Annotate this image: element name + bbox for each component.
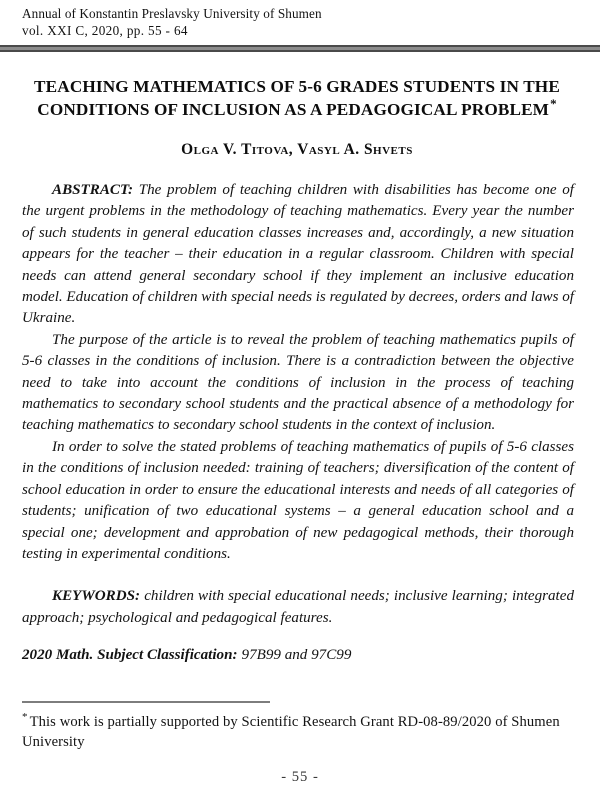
footnote-text: This work is partially supported by Scientific Research Grant RD-08-89/2020 of Shumen University bbox=[22, 714, 560, 750]
subject-classification bbox=[22, 645, 574, 666]
keywords-text: children with special educational needs; inclusive learning; integrated approach; psychological and pedagogical features. bbox=[22, 588, 574, 626]
page-title-text: TEACHING MATHEMATICS OF 5-6 GRADES STUDENTS IN THE CONDITIONS OF INCLUSION AS A PEDAGOGICAL PROBLEM bbox=[34, 77, 560, 119]
running-head-line-1: Annual of Konstantin Preslavsky University of Shumen bbox=[22, 6, 322, 21]
subject-classification-values: 97B99 and 97C99 bbox=[241, 647, 352, 664]
abstract-paragraph-1-text: The problem of teaching children with disabilities has become one of the urgent problems in the methodology of teaching mathematics. Every year the number of such students in general education classes increases and, accordingly, a new situation appears for the teacher – their education in a regular classroom. Children with special needs can attend general secondary school if they implement an inclusive education model. Education of children with special needs is regulated by decrees, orders and laws of Ukraine. bbox=[22, 182, 574, 327]
abstract-paragraph-2: The purpose of the article is to reveal the problem of teaching mathematics pupils of 5-6 classes in the conditions of inclusion. There is a contradiction between the objective need to take into account the conditions of inclusion in the process of teaching mathematics to secondary school students and the practical absence of a methodology for teaching mathematics to secondary school students in the context of inclusion. bbox=[22, 331, 574, 434]
subject-classification-label: 2020 Math. Subject Classification: bbox=[22, 647, 238, 664]
footnote-text-block bbox=[22, 712, 574, 752]
running-head-line-2: vol. XXI C, 2020, pp. 55 - 64 bbox=[22, 22, 188, 38]
keywords-section bbox=[22, 586, 574, 629]
footnote-separator-rule bbox=[22, 701, 270, 703]
abstract-label: ABSTRACT: bbox=[52, 182, 134, 198]
abstract-section bbox=[22, 180, 574, 565]
title-footnote-marker: * bbox=[550, 95, 557, 111]
abstract-paragraph-1 bbox=[22, 180, 574, 330]
page-title bbox=[32, 76, 562, 121]
footnote-section bbox=[22, 701, 574, 752]
header-double-rule bbox=[0, 45, 600, 52]
keywords-label: KEYWORDS: bbox=[52, 588, 141, 605]
page-number: - 55 - bbox=[281, 769, 319, 785]
abstract-paragraph-3: In order to solve the stated problems of teaching mathematics of pupils of 5-6 classes in the conditions of inclusion needed: training of teachers; diversification of the content of school education in order to ensure the educational interests and needs of all categories of students; unification of two educational systems – a general education school and a special one; development and approbation of new pedagogical methods, their thorough testing in experimental conditions. bbox=[22, 438, 574, 562]
author-list: Olga V. Titova, Vasyl A. Shvets bbox=[181, 141, 413, 158]
footnote-marker: * bbox=[22, 711, 28, 724]
running-head bbox=[22, 6, 572, 39]
keywords-paragraph bbox=[22, 586, 574, 629]
